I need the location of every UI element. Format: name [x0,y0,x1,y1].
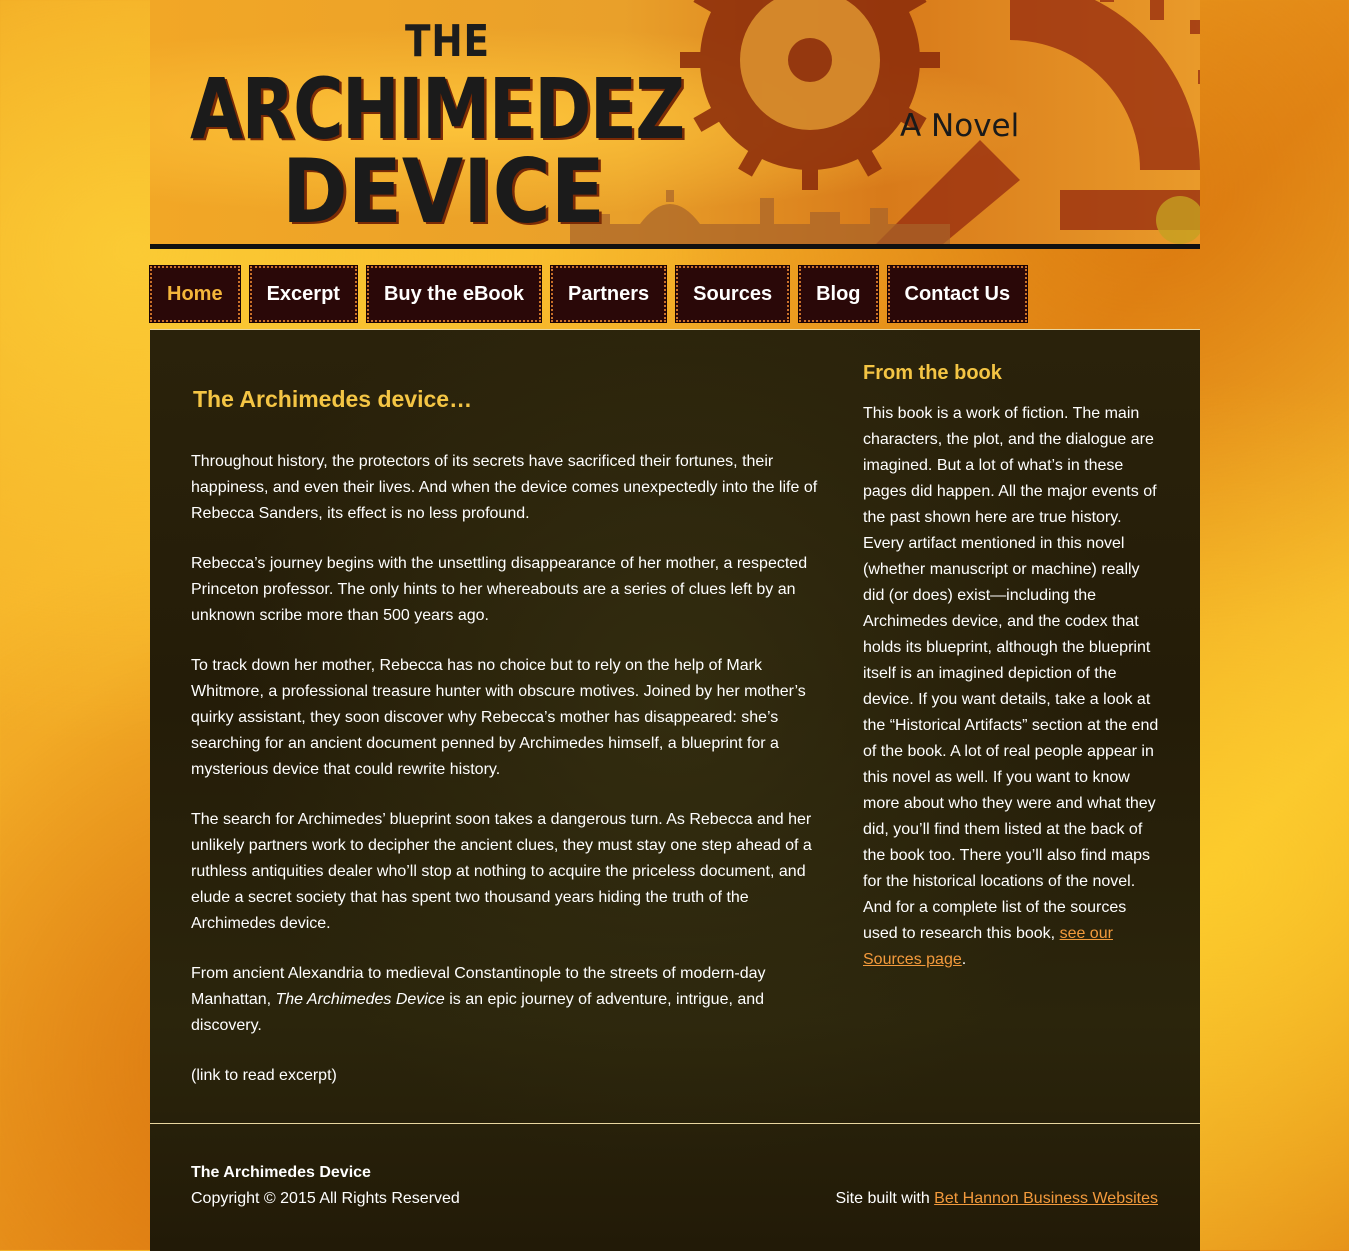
footer [191,1160,1158,1212]
footer-copyright: Copyright © 2015 All Rights Reserved [191,1190,460,1207]
logo-archimedes: ARCHIMEDEZ [190,60,684,158]
nav-sources[interactable]: Sources [676,266,789,322]
paragraph-5-start: From ancient Alexandria to medieval Constantinople to the streets of modern-day Manhattan, [191,965,766,1008]
logo-the: THE [405,16,490,67]
nav-excerpt[interactable]: Excerpt [250,266,357,322]
sidebar-text [863,401,1163,973]
nav-buy-ebook[interactable]: Buy the eBook [367,266,541,322]
nav-home[interactable]: Home [150,266,240,322]
paragraph-2: Rebecca’s journey begins with the unsettling disappearance of her mother, a respected Princeton professor. The only hints to her whereabouts are a series of clues left by an unknown scribe more than 500 years ago. [191,555,808,624]
paragraph-4: The search for Archimedes’ blueprint soon takes a dangerous turn. As Rebecca and her unlikely partners work to decipher the ancient clues, they must stay one step ahead of a ruthless antiquities dealer who’ll stop at nothing to acquire the priceless document, and elude a secret society that has spent two thousand years hiding the truth of the Archimedes device. [191,811,812,932]
sidebar [863,362,1163,973]
logo-subtitle: A Novel [900,108,1020,144]
bet-hannon-link[interactable]: Bet Hannon Business Websites [934,1190,1158,1207]
nav-partners[interactable]: Partners [551,266,666,322]
nav-contact-us[interactable]: Contact Us [888,266,1028,322]
logo-device: DEVICE [282,140,605,243]
footer-site-name: The Archimedes Device [191,1164,371,1181]
excerpt-note: (link to read excerpt) [191,1067,337,1084]
florence-skyline-image [570,184,950,244]
book-title-italic: The Archimedes Device [275,991,445,1008]
sidebar-period: . [961,951,967,968]
footer-credit [835,1186,1158,1212]
sidebar-body: This book is a work of fiction. The main characters, the plot, and the dialogue are imagined. But a lot of what’s in these pages did happen. All the major events of the past shown here are true history. Every artifact mentioned in this novel (whether manuscript or machine) really did (or does) exist—including the Archimedes device, and the codex that holds its blueprint, although the blueprint itself is an imagined depiction of the device. If you want details, take a look at the “Historical Artifacts” section at the end of the book. A lot of real people appear in this novel as well. If you want to know more about who they were and what they did, you’ll find them listed at the back of the book too. There you’ll also find maps for the historical locations of the novel. And for a complete list of the sources used to research this book, [863,405,1159,942]
paragraph-1: Throughout history, the protectors of its secrets have sacrificed their fortunes, their happiness, and even their lives. And when the device comes unexpectedly into the life of Rebecca Sanders, its effect is no less profound. [191,453,818,522]
footer-divider [150,1123,1200,1124]
sources-page-link[interactable]: see our Sources page [863,925,1113,968]
main-nav [150,266,1037,322]
main-panel [150,329,1200,1251]
footer-credit-prefix: Site built with [835,1190,935,1207]
paragraph-5-end: is an epic journey of adventure, intrigue, and discovery. [191,991,765,1034]
header-banner [150,0,1200,249]
paragraph-5 [191,961,821,1039]
paragraph-3: To track down her mother, Rebecca has no choice but to rely on the help of Mark Whitmore, a professional treasure hunter with obscure motives. Joined by her mother’s quirky assistant, they soon discover why Rebecca’s mother has disappeared: she’s searching for an ancient document penned by Archimedes himself, a blueprint for a mysterious device that could rewrite history. [191,657,806,778]
sidebar-heading: From the book [863,362,1002,384]
page-wrapper [150,0,1200,1207]
main-content [191,386,821,1113]
nav-blog[interactable]: Blog [799,266,877,322]
page-title: The Archimedes device… [193,386,473,412]
